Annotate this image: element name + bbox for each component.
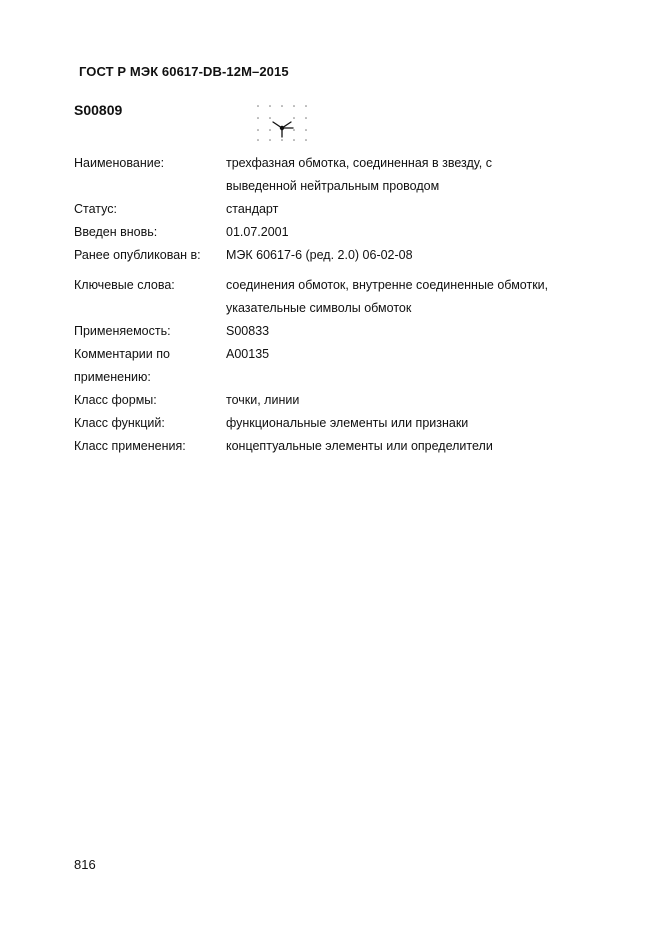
field-value: концептуальные элементы или определители (226, 439, 493, 453)
field-value (226, 152, 594, 198)
field-value: функциональные элементы или признаки (226, 416, 469, 430)
field-introduced (74, 221, 594, 244)
field-value-line: соединения обмоток, внутренне соединенные обмотки, (226, 278, 549, 292)
field-value-line: указательные символы обмоток (226, 301, 412, 315)
standard-header: ГОСТ Р МЭК 60617-DB-12M–2015 (79, 64, 289, 79)
symbol-code: S00809 (74, 102, 123, 118)
field-value-line: выведенной нейтральным проводом (226, 179, 440, 193)
field-status (74, 198, 594, 221)
field-label: Класс формы: (74, 393, 157, 407)
field-value: S00833 (226, 324, 270, 338)
field-application-class (74, 435, 594, 458)
star-winding-neutral-symbol-icon (252, 100, 312, 144)
field-published (74, 244, 594, 267)
field-label: Статус: (74, 202, 117, 216)
field-label: Применяемость: (74, 324, 171, 338)
field-value: 01.07.2001 (226, 225, 289, 239)
page-number: 816 (74, 857, 96, 872)
field-name (74, 152, 594, 198)
field-label: Ключевые слова: (74, 278, 175, 292)
field-label: Наименование: (74, 156, 165, 170)
field-label: Ранее опубликован в: (74, 248, 201, 262)
field-value: A00135 (226, 347, 270, 361)
field-label: Комментарии по применению: (74, 347, 170, 384)
field-value: стандарт (226, 202, 279, 216)
field-label: Класс применения: (74, 439, 186, 453)
field-form-class (74, 389, 594, 412)
field-function-class (74, 412, 594, 435)
field-value (226, 274, 594, 320)
field-keywords (74, 274, 594, 320)
field-value-line: трехфазная обмотка, соединенная в звезду, с (226, 156, 492, 170)
field-comments (74, 343, 594, 389)
field-value: точки, линии (226, 393, 300, 407)
symbol-fields (74, 152, 594, 458)
field-applicability (74, 320, 594, 343)
field-label: Класс функций: (74, 416, 165, 430)
field-label: Введен вновь: (74, 225, 158, 239)
field-value: МЭК 60617-6 (ред. 2.0) 06-02-08 (226, 248, 413, 262)
